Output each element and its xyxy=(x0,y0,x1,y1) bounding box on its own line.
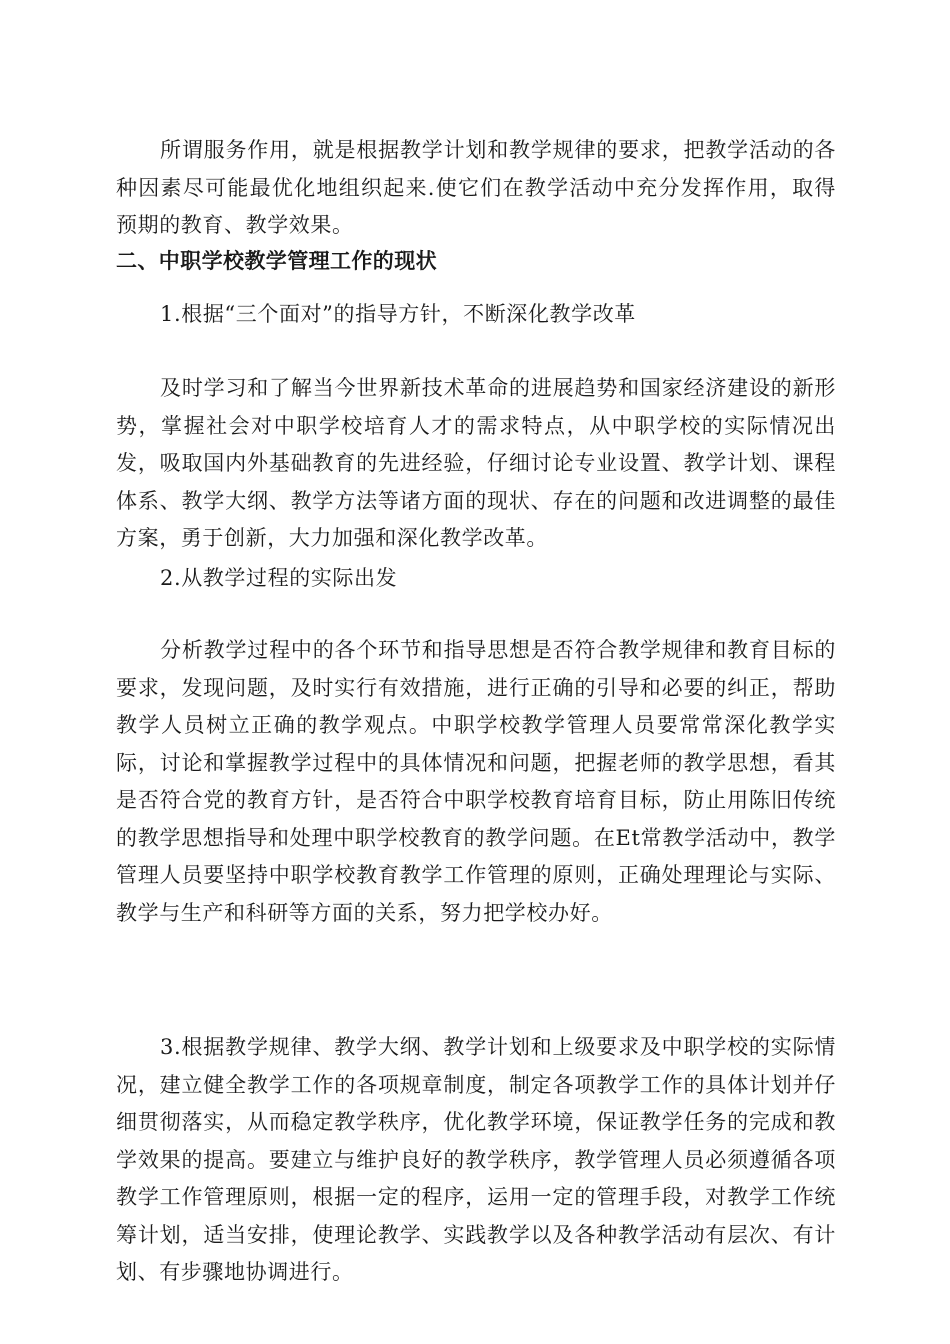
paragraph-teaching-process: 分析教学过程中的各个环节和指导思想是否符合教学规律和教育目标的要求，发现问题，及时实行有效措施，进行正确的引导和必要的纠正，帮助教学人员树立正确的教学观点。中职学校教学管理人员要常常深化教学实际，讨论和掌握教学过程中的具体情况和问题，把握老师的教学思想，看其是否符合党的教育方针，是否符合中职学校教育培育目标，防止用陈旧传统的教学思想指导和处理中职学校教育的教学问题。在Et常教学活动中，教学管理人员要坚持中职学校教育教学工作管理的原则，正确处理理论与实际、教学与生产和科研等方面的关系，努力把学校办好。 xyxy=(116,638,836,925)
subheading-teaching-reform: 1.根据“三个面对”的指导方针，不断深化教学改革 xyxy=(160,302,636,326)
paragraph-teaching-reform: 及时学习和了解当今世界新技术革命的进展趋势和国家经济建设的新形势，掌握社会对中职学校培育人才的需求特点，从中职学校的实际情况出发，吸取国内外基础教育的先进经验，仔细讨论专业设置、教学计划、课程体系、教学大纲、教学方法等诸方面的现状、存在的问题和改进调整的最佳方案，勇于创新，大力加强和深化教学改革。 xyxy=(116,376,836,550)
section-heading: 二、中职学校教学管理工作的现状 xyxy=(116,249,437,273)
paragraph-service-role: 所谓服务作用，就是根据教学计划和教学规律的要求，把教学活动的各种因素尽可能最优化地组织起来.使它们在教学活动中充分发挥作用，取得预期的教育、教学效果。 xyxy=(116,138,836,237)
subheading-teaching-process: 2.从教学过程的实际出发 xyxy=(160,566,398,590)
paragraph-rules-and-plans: 3.根据教学规律、教学大纲、教学计划和上级要求及中职学校的实际情况，建立健全教学工作的各项规章制度，制定各项教学工作的具体计划并仔细贯彻落实，从而稳定教学秩序，优化教学环境，保证教学任务的完成和教学效果的提高。要建立与维护良好的教学秩序，教学管理人员必须遵循各项教学工作管理原则，根据一定的程序，运用一定的管理手段，对教学工作统筹计划，适当安排，使理论教学、实践教学以及各种教学活动有层次、有计划、有步骤地协调进行。 xyxy=(116,1035,836,1284)
